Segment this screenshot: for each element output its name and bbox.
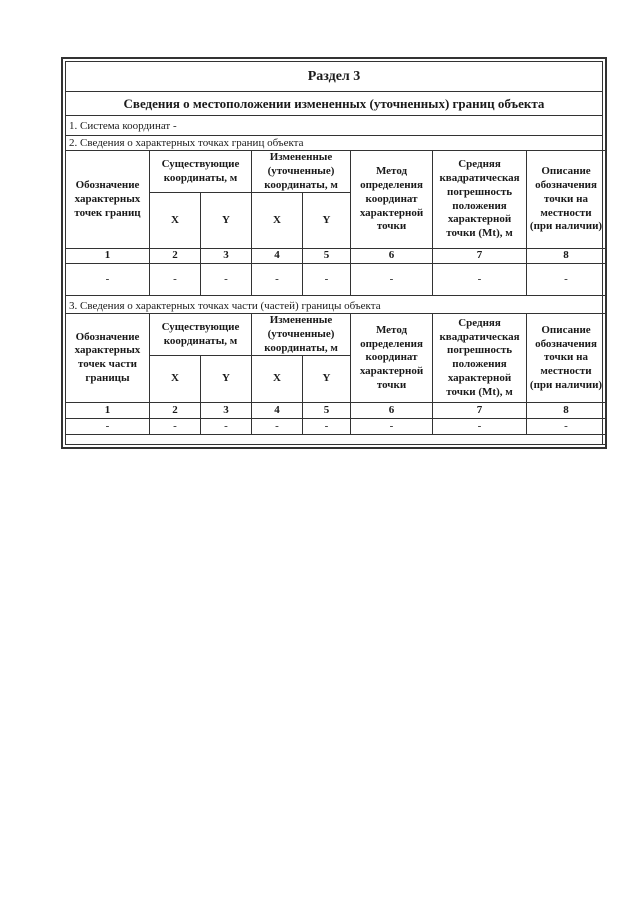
col-number: 1 (66, 403, 150, 419)
col-number: 5 (303, 403, 351, 419)
header-y-changed: Y (303, 193, 351, 249)
col-number: 2 (150, 403, 201, 419)
table-cell: - (433, 264, 527, 296)
table-cell: - (66, 419, 150, 435)
table-cell: - (351, 419, 433, 435)
header-point: Обозначение характерных точек части границы (66, 314, 150, 403)
header-x-changed: X (252, 356, 303, 403)
part3-number-row (66, 403, 606, 419)
coordinate-system: 1. Система координат - (66, 116, 602, 136)
document-inner-border (65, 61, 603, 445)
table-cell: - (201, 419, 252, 435)
part2-data-row (66, 264, 606, 296)
header-method: Метод определения координат характерной точки (351, 314, 433, 403)
part3-caption: 3. Сведения о характерных точках части (частей) границы объекта (69, 300, 381, 312)
header-changed: Измененные (уточненные) координаты, м (252, 314, 351, 356)
table-cell: - (150, 264, 201, 296)
col-number: 8 (527, 249, 606, 264)
header-description: Описание обозначения точки на местности (при наличии) (527, 314, 606, 403)
header-changed: Измененные (уточненные) координаты, м (252, 151, 351, 193)
table-cell: - (433, 419, 527, 435)
part2-table (65, 150, 606, 296)
col-number: 8 (527, 403, 606, 419)
header-point: Обозначение характерных точек границ (66, 151, 150, 249)
table-cell: - (303, 264, 351, 296)
header-x-existing: X (150, 356, 201, 403)
header-existing: Существующие координаты, м (150, 314, 252, 356)
table-cell: - (527, 419, 606, 435)
header-x-changed: X (252, 193, 303, 249)
table-cell: - (527, 264, 606, 296)
part3-table-wrapper (65, 313, 603, 445)
col-number: 3 (201, 403, 252, 419)
table-cell: - (150, 419, 201, 435)
col-number: 5 (303, 249, 351, 264)
header-x-existing: X (150, 193, 201, 249)
section-title: Раздел 3 (66, 62, 602, 92)
table-cell: - (252, 264, 303, 296)
header-error: Средняя квадратическая погрешность положения характерной точки (Mt), м (433, 151, 527, 249)
part3-data-row (66, 419, 606, 435)
part2-header-row (66, 151, 606, 193)
part3-header-row (66, 314, 606, 356)
col-number: 6 (351, 403, 433, 419)
section-subtitle: Сведения о местоположении измененных (уточненных) границ объекта (66, 92, 602, 116)
header-description: Описание обозначения точки на местности (при наличии) (527, 151, 606, 249)
col-number: 4 (252, 403, 303, 419)
col-number: 1 (66, 249, 150, 264)
part3-table (65, 313, 606, 445)
table-cell: - (351, 264, 433, 296)
part2-number-row (66, 249, 606, 264)
col-number: 2 (150, 249, 201, 264)
header-y-changed: Y (303, 356, 351, 403)
col-number: 3 (201, 249, 252, 264)
table-cell: - (66, 264, 150, 296)
header-existing: Существующие координаты, м (150, 151, 252, 193)
part3-empty-row (66, 435, 606, 445)
table-cell: - (201, 264, 252, 296)
table-cell: - (252, 419, 303, 435)
header-y-existing: Y (201, 193, 252, 249)
header-y-existing: Y (201, 356, 252, 403)
col-number: 4 (252, 249, 303, 264)
part2-table-wrapper (65, 150, 603, 296)
col-number: 6 (351, 249, 433, 264)
table-cell: - (303, 419, 351, 435)
document-frame (61, 57, 607, 449)
header-error: Средняя квадратическая погрешность положения характерной точки (Mt), м (433, 314, 527, 403)
part2-caption: 2. Сведения о характерных точках границ объекта (69, 137, 304, 149)
header-method: Метод определения координат характерной точки (351, 151, 433, 249)
table-cell-empty (66, 435, 606, 445)
col-number: 7 (433, 403, 527, 419)
col-number: 7 (433, 249, 527, 264)
